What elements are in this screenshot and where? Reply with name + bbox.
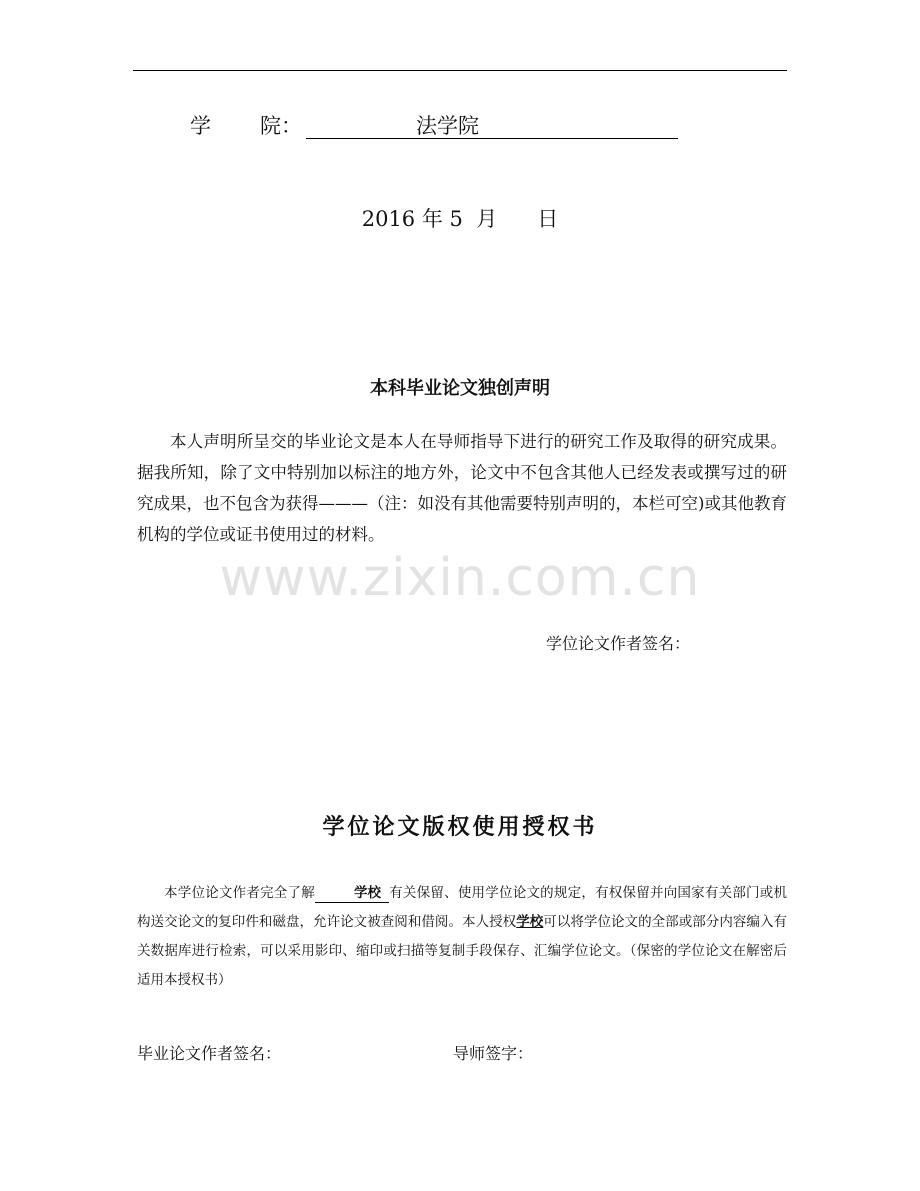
author-signature-label: 毕业论文作者签名：: [137, 1044, 282, 1063]
school-name-underlined-2: 学校: [516, 914, 544, 930]
copyright-paragraph: [137, 879, 787, 995]
top-rule: [133, 70, 787, 71]
college-value: 法学院: [306, 114, 678, 139]
copyright-text-part1: 本学位论文作者完全了解: [164, 885, 315, 901]
declaration-signature-label: 学位论文作者签名：: [546, 634, 691, 653]
advisor-signature-label: 导师签字：: [453, 1044, 534, 1063]
college-label-2: 院：: [260, 114, 302, 138]
declaration-title: 本科毕业论文独创声明: [370, 378, 550, 399]
school-name-underlined-1: 学校: [315, 885, 389, 903]
declaration-body: [137, 426, 787, 550]
declaration-paragraph: 本人声明所呈交的毕业论文是本人在导师指导下进行的研究工作及取得的研究成果。据我所知，除了文中特别加以标注的地方外，论文中不包含其他人已经发表或撰写过的研究成果，也不包含为获得———（注：如没有其他需要特别声明的，本栏可空)或其他教育机构的学位或证书使用过的材料。: [137, 432, 787, 544]
date-line: 2016 年 5 月 日: [361, 207, 559, 231]
college-row: [190, 110, 678, 140]
copyright-body: [137, 879, 787, 995]
watermark: www.zixin.com.cn: [219, 548, 701, 608]
copyright-title: 学位论文版权使用授权书: [322, 815, 598, 840]
copyright-text-part2: 有关保留、使用学位论文的规定，有权保留并向国家有关部门或机构送交论文的复印件和磁盘，允许论文被查阅和借阅。本人授权: [137, 885, 788, 930]
copyright-text-part3: 可以将学位论文的全部或部分内容编入有关数据库进行检索，可以采用影印、缩印或扫描等复制手段保存、汇编学位论文。（保密的学位论文在解密后适用本授权书）: [137, 914, 788, 988]
signature-row: [137, 1041, 534, 1064]
college-label-1: 学: [190, 114, 211, 138]
